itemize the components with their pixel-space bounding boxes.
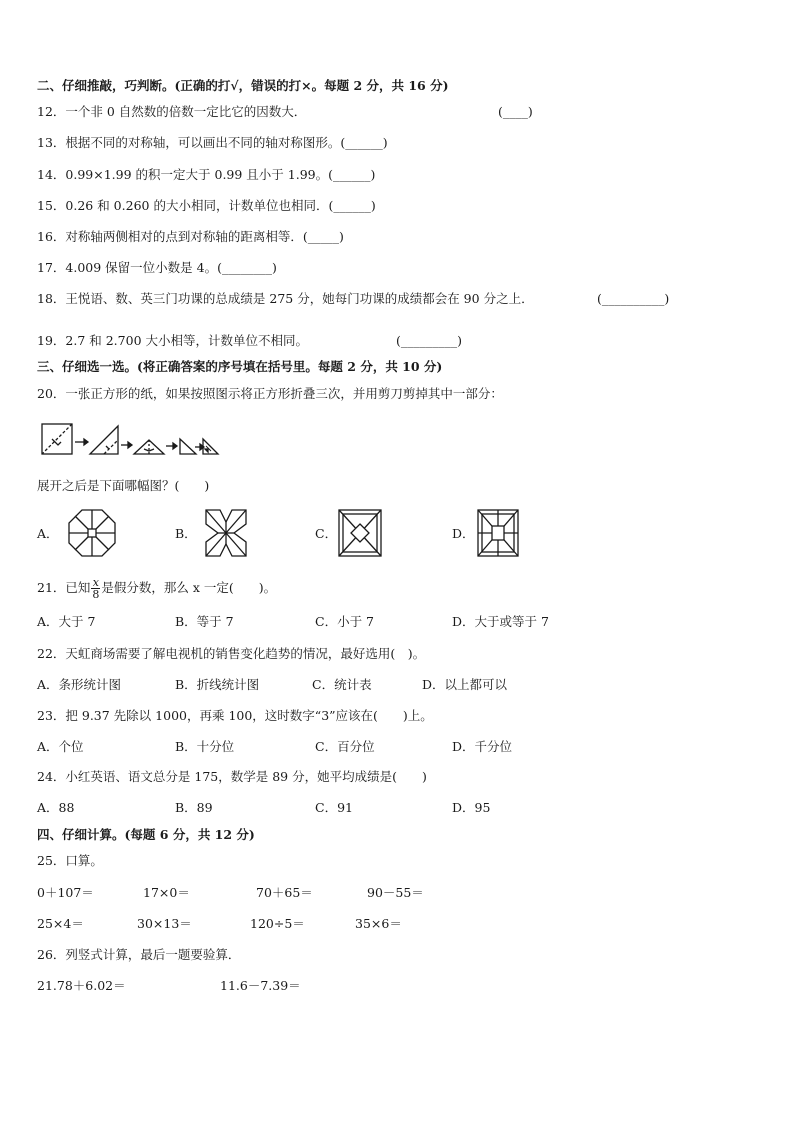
- mental-calc-item: 70＋65＝: [256, 885, 313, 900]
- option-24-a[interactable]: A．88: [37, 800, 75, 815]
- question-14: 14．0.99×1.99 的积一定大于 0.99 且小于 1.99。(______): [37, 167, 376, 182]
- question-19: 19．2.7 和 2.700 大小相等，计数单位不相同。: [37, 333, 308, 348]
- fraction-numerator: x: [92, 576, 100, 589]
- option-21-a[interactable]: A．大于 7: [37, 614, 96, 629]
- option-24-c[interactable]: C．91: [315, 800, 353, 815]
- option-21-d[interactable]: D．大于或等于 7: [452, 614, 549, 629]
- vertical-calc-item: 11.6－7.39＝: [220, 978, 301, 993]
- vertical-calc-item: 21.78＋6.02＝: [37, 978, 126, 993]
- question-18: 18．王悦语、数、英三门功课的总成绩是 275 分，她每门功课的成绩都会在 90 分之上．: [37, 291, 534, 306]
- option-24-d[interactable]: D．95: [452, 800, 491, 815]
- question-21-suffix: 是假分数，那么 x 一定( )。: [101, 580, 277, 595]
- question-24: 24．小红英语、语文总分是 175，数学是 89 分，她平均成绩是( ): [37, 769, 427, 784]
- option-24-b[interactable]: B．89: [175, 800, 213, 815]
- mental-calc-item: 0＋107＝: [37, 885, 94, 900]
- question-25: 25．口算。: [37, 853, 103, 868]
- option-21-b[interactable]: B．等于 7: [175, 614, 234, 629]
- section-2-heading: 二、仔细推敲，巧判断。(正确的打√，错误的打×。每题 2 分，共 16 分): [37, 78, 449, 93]
- fraction-x-over-8: [91, 577, 100, 600]
- section-3-heading: 三、仔细选一选。(将正确答案的序号填在括号里。每题 2 分，共 10 分): [37, 359, 443, 374]
- option-22-d[interactable]: D．以上都可以: [422, 677, 508, 692]
- option-23-a[interactable]: A．个位: [37, 739, 84, 754]
- question-22: 22．天虹商场需要了解电视机的销售变化趋势的情况，最好选用( )。: [37, 646, 426, 661]
- option-22-c[interactable]: C．统计表: [312, 677, 372, 692]
- option-20-b-label[interactable]: B．: [175, 526, 197, 541]
- question-12: 12．一个非 0 自然数的倍数一定比它的因数大．: [37, 104, 307, 119]
- question-13: 13．根据不同的对称轴，可以画出不同的轴对称图形。(______): [37, 135, 388, 150]
- question-15: 15．0.26 和 0.260 的大小相同，计数单位也相同．(______): [37, 198, 376, 213]
- mental-calc-item: 30×13＝: [137, 916, 192, 931]
- question-21: [37, 575, 276, 601]
- answer-blank-18[interactable]: (__________): [597, 291, 670, 306]
- option-20-c-label[interactable]: C．: [315, 526, 338, 541]
- option-20-d-label[interactable]: D．: [452, 526, 475, 541]
- answer-blank-12[interactable]: (____): [498, 104, 533, 119]
- option-22-b[interactable]: B．折线统计图: [175, 677, 260, 692]
- question-16: 16．对称轴两侧相对的点到对称轴的距离相等．(_____): [37, 229, 344, 244]
- option-a-octagon-figure[interactable]: [67, 508, 117, 558]
- mental-calc-item: 25×4＝: [37, 916, 84, 931]
- option-20-a-label[interactable]: A．: [37, 526, 59, 541]
- option-23-d[interactable]: D．千分位: [452, 739, 513, 754]
- answer-blank-19[interactable]: (_________): [396, 333, 463, 348]
- mental-calc-item: 17×0＝: [143, 885, 190, 900]
- question-21-prefix: 21．已知: [37, 580, 91, 595]
- question-17: 17．4.009 保留一位小数是 4。(________): [37, 260, 277, 275]
- question-26: 26．列竖式计算，最后一题要验算．: [37, 947, 241, 962]
- folding-diagram: [40, 421, 220, 457]
- mental-calc-item: 90－55＝: [367, 885, 424, 900]
- option-22-a[interactable]: A．条形统计图: [37, 677, 122, 692]
- option-d-square-grid-figure[interactable]: [476, 508, 520, 558]
- mental-calc-item: 35×6＝: [355, 916, 402, 931]
- option-21-c[interactable]: C．小于 7: [315, 614, 374, 629]
- fraction-denominator: 8: [92, 588, 100, 601]
- option-23-c[interactable]: C．百分位: [315, 739, 375, 754]
- option-c-square-diamond-figure[interactable]: [337, 508, 383, 558]
- mental-calc-item: 120÷5＝: [250, 916, 305, 931]
- question-20: 20．一张正方形的纸，如果按照图示将正方形折叠三次，并用剪刀剪掉其中一部分：: [37, 386, 503, 401]
- section-4-heading: 四、仔细计算。(每题 6 分，共 12 分): [37, 827, 255, 842]
- question-23: 23．把 9.37 先除以 1000，再乘 100，这时数字“3”应该在( )上。: [37, 708, 433, 723]
- option-23-b[interactable]: B．十分位: [175, 739, 235, 754]
- question-20-prompt: 展开之后是下面哪幅图？( ): [37, 478, 210, 493]
- option-b-cross-figure[interactable]: [204, 508, 248, 558]
